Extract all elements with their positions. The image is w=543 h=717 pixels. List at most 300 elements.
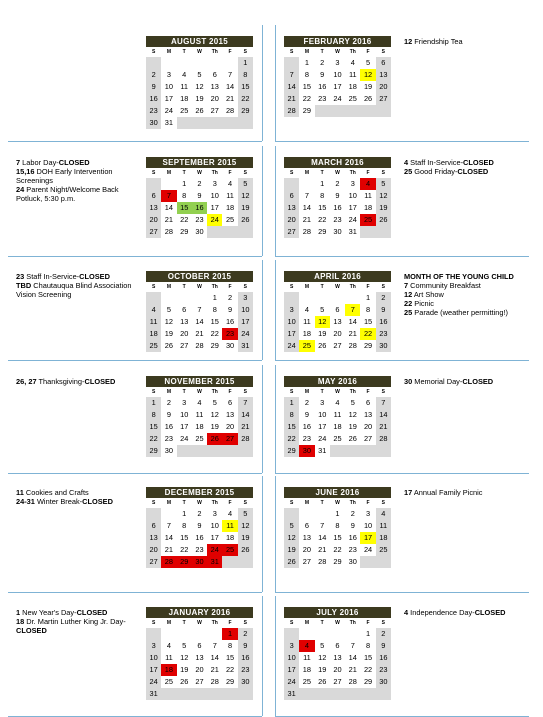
event-date: 24-31 bbox=[16, 497, 35, 506]
day-cell: 17 bbox=[238, 316, 253, 328]
day-cell: 25 bbox=[180, 106, 189, 115]
event-date: 15,16 bbox=[16, 167, 35, 176]
event-note bbox=[404, 608, 532, 617]
weekday-label: S bbox=[376, 498, 391, 508]
weekday-label: T bbox=[177, 498, 192, 508]
day-cell: 8 bbox=[182, 191, 187, 200]
weekday-label: M bbox=[299, 282, 314, 292]
day-cell: 28 bbox=[161, 556, 176, 568]
day-cell: 24 bbox=[363, 545, 373, 554]
day-cell: 19 bbox=[180, 665, 189, 674]
empty-day-cell bbox=[330, 688, 345, 700]
divider bbox=[262, 25, 263, 141]
day-cell: 22 bbox=[360, 328, 375, 340]
day-cell: 15 bbox=[363, 317, 373, 326]
day-cell: 15 bbox=[146, 421, 161, 433]
day-cell: 9 bbox=[228, 305, 233, 314]
day-cell: 29 bbox=[210, 341, 219, 350]
weekday-label: W bbox=[330, 47, 345, 57]
empty-day-cell bbox=[284, 628, 299, 640]
day-cell: 11 bbox=[303, 317, 311, 326]
day-cell: 22 bbox=[180, 215, 189, 224]
event-text: Good Friday- bbox=[412, 167, 458, 176]
empty-day-cell bbox=[192, 688, 207, 700]
empty-day-cell bbox=[284, 508, 299, 520]
weekday-label: T bbox=[177, 168, 192, 178]
day-cell: 11 bbox=[146, 316, 161, 328]
weekday-label: T bbox=[315, 618, 330, 628]
day-cell: 4 bbox=[299, 640, 314, 652]
day-cell: 3 bbox=[320, 398, 325, 407]
day-cell: 21 bbox=[238, 421, 253, 433]
day-cell: 11 bbox=[195, 410, 204, 419]
empty-day-cell bbox=[192, 445, 207, 457]
event-closed: CLOSED bbox=[58, 158, 90, 167]
weekday-label: W bbox=[330, 498, 345, 508]
empty-day-cell bbox=[345, 688, 360, 700]
day-cell: 4 bbox=[350, 58, 355, 67]
day-cell: 1 bbox=[366, 629, 371, 638]
event-note bbox=[16, 377, 138, 386]
day-cell: 20 bbox=[363, 422, 373, 431]
day-cell: 6 bbox=[304, 521, 309, 530]
day-cell: 29 bbox=[363, 341, 373, 350]
month-title: NOVEMBER 2015 bbox=[146, 376, 253, 387]
empty-day-cell bbox=[177, 445, 192, 457]
day-cell: 23 bbox=[333, 215, 342, 224]
day-cell: 13 bbox=[195, 653, 204, 662]
day-cell: 16 bbox=[302, 422, 312, 431]
day-cell: 20 bbox=[195, 665, 204, 674]
left-notes bbox=[16, 608, 138, 635]
empty-day-cell bbox=[315, 688, 330, 700]
weekday-label: T bbox=[315, 498, 330, 508]
day-cell: 26 bbox=[284, 556, 299, 568]
empty-day-cell bbox=[177, 688, 192, 700]
day-cell: 28 bbox=[348, 341, 357, 350]
day-cell: 17 bbox=[146, 664, 161, 676]
day-grid bbox=[284, 57, 391, 117]
weekday-label: S bbox=[284, 168, 299, 178]
day-cell: 19 bbox=[195, 94, 204, 103]
event-note bbox=[404, 290, 532, 299]
weekday-header bbox=[146, 168, 253, 178]
day-cell: 26 bbox=[318, 677, 327, 686]
day-cell: 1 bbox=[146, 397, 161, 409]
empty-day-cell bbox=[222, 226, 237, 238]
day-cell: 1 bbox=[366, 293, 371, 302]
day-cell: 14 bbox=[302, 203, 312, 212]
day-cell: 17 bbox=[210, 533, 219, 542]
empty-day-cell bbox=[177, 292, 192, 304]
empty-day-cell bbox=[192, 628, 207, 640]
left-notes bbox=[16, 377, 138, 386]
day-cell: 17 bbox=[164, 94, 174, 103]
day-cell: 2 bbox=[304, 398, 309, 407]
event-text: Labor Day- bbox=[20, 158, 59, 167]
day-cell: 16 bbox=[195, 533, 204, 542]
day-cell: 29 bbox=[333, 557, 342, 566]
empty-day-cell bbox=[299, 508, 314, 520]
weekday-label: Th bbox=[207, 282, 222, 292]
day-cell: 31 bbox=[348, 227, 357, 236]
day-cell: 9 bbox=[335, 191, 340, 200]
divider bbox=[262, 476, 263, 592]
day-cell: 2 bbox=[376, 628, 391, 640]
day-cell: 17 bbox=[210, 203, 219, 212]
day-cell: 6 bbox=[376, 57, 391, 69]
day-cell: 7 bbox=[345, 304, 360, 316]
day-cell: 24 bbox=[284, 340, 299, 352]
day-cell: 18 bbox=[302, 665, 312, 674]
empty-day-cell bbox=[238, 445, 253, 457]
day-cell: 8 bbox=[182, 521, 187, 530]
event-note bbox=[404, 488, 532, 497]
divider bbox=[275, 473, 529, 474]
weekday-header bbox=[284, 282, 391, 292]
day-cell: 25 bbox=[299, 340, 314, 352]
day-cell: 8 bbox=[284, 409, 299, 421]
day-cell: 17 bbox=[348, 203, 357, 212]
empty-day-cell bbox=[360, 226, 375, 238]
weekday-header bbox=[284, 168, 391, 178]
empty-day-cell bbox=[315, 105, 330, 117]
weekday-label: Th bbox=[345, 387, 360, 397]
divider bbox=[275, 146, 276, 256]
event-note bbox=[404, 158, 532, 167]
empty-day-cell bbox=[222, 688, 237, 700]
day-cell: 14 bbox=[210, 653, 219, 662]
weekday-label: T bbox=[315, 47, 330, 57]
right-notes bbox=[404, 377, 532, 386]
month-title: JULY 2016 bbox=[284, 607, 391, 618]
day-cell: 28 bbox=[238, 433, 253, 445]
event-text: Chautauqua Blind Association Vision Screening bbox=[16, 281, 134, 299]
day-cell: 11 bbox=[180, 82, 189, 91]
empty-day-cell bbox=[146, 508, 161, 520]
day-cell: 17 bbox=[333, 82, 342, 91]
event-note bbox=[404, 281, 532, 290]
day-cell: 12 bbox=[318, 653, 327, 662]
left-notes bbox=[16, 158, 138, 203]
empty-day-cell bbox=[360, 556, 375, 568]
day-cell: 11 bbox=[222, 520, 237, 532]
weekday-header bbox=[146, 498, 253, 508]
day-cell: 10 bbox=[164, 82, 174, 91]
day-cell: 26 bbox=[348, 434, 357, 443]
day-cell: 21 bbox=[210, 665, 219, 674]
event-date: 22 bbox=[404, 299, 413, 308]
divider bbox=[275, 476, 276, 592]
day-cell: 24 bbox=[318, 434, 327, 443]
day-cell: 26 bbox=[238, 544, 253, 556]
day-cell: 31 bbox=[238, 340, 253, 352]
day-cell: 13 bbox=[180, 317, 189, 326]
weekday-label: T bbox=[315, 387, 330, 397]
month-calendar bbox=[146, 607, 253, 700]
event-note bbox=[16, 167, 138, 185]
event-closed: CLOSED bbox=[462, 377, 494, 386]
day-cell: 14 bbox=[318, 533, 327, 542]
day-cell: 12 bbox=[348, 410, 357, 419]
day-cell: 27 bbox=[284, 226, 299, 238]
day-cell: 14 bbox=[348, 317, 357, 326]
month-title: APRIL 2016 bbox=[284, 271, 391, 282]
day-cell: 21 bbox=[348, 329, 357, 338]
day-cell: 22 bbox=[180, 545, 189, 554]
weekday-label: W bbox=[330, 387, 345, 397]
event-note bbox=[16, 488, 138, 497]
day-cell: 4 bbox=[228, 509, 233, 518]
weekday-label: Th bbox=[207, 47, 222, 57]
event-note bbox=[16, 158, 138, 167]
day-cell: 15 bbox=[210, 317, 219, 326]
day-cell: 10 bbox=[284, 316, 299, 328]
day-cell: 15 bbox=[180, 533, 189, 542]
day-cell: 20 bbox=[225, 422, 235, 431]
day-cell: 15 bbox=[225, 653, 235, 662]
divider bbox=[262, 365, 263, 473]
weekday-label: F bbox=[222, 168, 237, 178]
right-notes bbox=[404, 488, 532, 497]
empty-day-cell bbox=[376, 105, 391, 117]
empty-day-cell bbox=[330, 292, 345, 304]
weekday-label: W bbox=[330, 168, 345, 178]
day-cell: 7 bbox=[166, 521, 171, 530]
day-cell: 3 bbox=[166, 70, 171, 79]
day-cell: 26 bbox=[363, 94, 373, 103]
event-closed: MONTH OF THE YOUNG CHILD bbox=[404, 272, 514, 281]
day-cell: 25 bbox=[222, 544, 237, 556]
day-cell: 11 bbox=[376, 520, 391, 532]
event-date: 26, 27 bbox=[16, 377, 37, 386]
day-cell: 27 bbox=[333, 677, 342, 686]
day-cell: 26 bbox=[318, 341, 327, 350]
day-cell: 3 bbox=[238, 292, 253, 304]
day-cell: 23 bbox=[318, 94, 327, 103]
day-cell: 14 bbox=[164, 203, 174, 212]
divider bbox=[275, 256, 529, 257]
day-cell: 14 bbox=[376, 409, 391, 421]
event-note bbox=[404, 377, 532, 386]
divider bbox=[8, 473, 262, 474]
weekday-label: Th bbox=[345, 282, 360, 292]
event-date: 18 bbox=[16, 617, 25, 626]
empty-day-cell bbox=[330, 628, 345, 640]
day-cell: 29 bbox=[302, 106, 312, 115]
weekday-label: S bbox=[238, 168, 253, 178]
day-cell: 2 bbox=[197, 509, 202, 518]
day-cell: 7 bbox=[238, 397, 253, 409]
event-note bbox=[16, 185, 138, 203]
event-text: Parade (weather permitting!) bbox=[412, 308, 508, 317]
day-cell: 23 bbox=[376, 328, 391, 340]
event-text: Staff In-Service- bbox=[408, 158, 464, 167]
day-cell: 2 bbox=[146, 69, 161, 81]
event-text: Independence Day- bbox=[408, 608, 475, 617]
empty-day-cell bbox=[146, 57, 161, 69]
day-cell: 14 bbox=[195, 317, 204, 326]
day-cell: 19 bbox=[164, 329, 174, 338]
day-cell: 22 bbox=[318, 215, 327, 224]
event-text: Art Show bbox=[412, 290, 444, 299]
day-cell: 18 bbox=[180, 94, 189, 103]
day-cell: 29 bbox=[225, 677, 235, 686]
event-note bbox=[404, 308, 532, 317]
day-cell: 4 bbox=[335, 398, 340, 407]
day-cell: 20 bbox=[376, 81, 391, 93]
day-cell: 21 bbox=[376, 421, 391, 433]
event-closed: CLOSED bbox=[82, 497, 113, 506]
day-cell: 25 bbox=[146, 340, 161, 352]
day-cell: 23 bbox=[238, 664, 253, 676]
day-cell: 18 bbox=[225, 533, 235, 542]
day-cell: 4 bbox=[304, 305, 309, 314]
event-closed: CLOSED bbox=[474, 608, 506, 617]
event-note bbox=[16, 608, 138, 617]
empty-day-cell bbox=[207, 57, 222, 69]
day-cell: 7 bbox=[284, 69, 299, 81]
day-cell: 22 bbox=[210, 329, 219, 338]
day-cell: 27 bbox=[180, 341, 189, 350]
divider bbox=[262, 596, 263, 716]
day-cell: 25 bbox=[333, 434, 342, 443]
day-cell: 16 bbox=[164, 422, 174, 431]
empty-day-cell bbox=[207, 117, 222, 129]
day-cell: 19 bbox=[348, 422, 357, 431]
event-date: 4 bbox=[404, 608, 409, 617]
event-closed: CLOSED bbox=[463, 158, 494, 167]
day-cell: 29 bbox=[238, 105, 253, 117]
day-cell: 27 bbox=[146, 226, 161, 238]
event-note bbox=[404, 167, 532, 176]
day-grid bbox=[146, 178, 253, 238]
left-notes bbox=[16, 488, 138, 506]
day-cell: 16 bbox=[238, 652, 253, 664]
weekday-label: W bbox=[330, 618, 345, 628]
day-cell: 2 bbox=[350, 509, 355, 518]
day-cell: 10 bbox=[284, 652, 299, 664]
empty-day-cell bbox=[146, 292, 161, 304]
weekday-label: S bbox=[284, 282, 299, 292]
day-cell: 28 bbox=[225, 106, 235, 115]
weekday-label: S bbox=[146, 47, 161, 57]
divider bbox=[8, 256, 262, 257]
day-cell: 21 bbox=[284, 93, 299, 105]
day-cell: 7 bbox=[197, 305, 202, 314]
event-date: 25 bbox=[404, 167, 413, 176]
event-text: Winter Break- bbox=[34, 497, 83, 506]
day-cell: 5 bbox=[238, 508, 253, 520]
month-title: SEPTEMBER 2015 bbox=[146, 157, 253, 168]
empty-day-cell bbox=[192, 57, 207, 69]
weekday-label: M bbox=[161, 47, 176, 57]
empty-day-cell bbox=[299, 628, 314, 640]
day-cell: 6 bbox=[335, 641, 340, 650]
weekday-label: W bbox=[192, 47, 207, 57]
day-cell: 1 bbox=[335, 509, 340, 518]
empty-day-cell bbox=[360, 688, 375, 700]
day-cell: 15 bbox=[318, 203, 327, 212]
day-cell: 20 bbox=[146, 544, 161, 556]
empty-day-cell bbox=[330, 445, 345, 457]
day-cell: 24 bbox=[164, 106, 174, 115]
day-cell: 11 bbox=[226, 191, 234, 200]
day-cell: 23 bbox=[195, 545, 204, 554]
day-cell: 5 bbox=[166, 305, 171, 314]
weekday-label: M bbox=[161, 498, 176, 508]
day-cell: 2 bbox=[320, 58, 325, 67]
weekday-label: S bbox=[146, 168, 161, 178]
weekday-header bbox=[284, 618, 391, 628]
empty-day-cell bbox=[161, 628, 176, 640]
day-cell: 23 bbox=[146, 105, 161, 117]
day-cell: 8 bbox=[366, 305, 371, 314]
right-notes bbox=[404, 158, 532, 176]
divider bbox=[262, 260, 263, 360]
day-cell: 14 bbox=[238, 409, 253, 421]
day-cell: 20 bbox=[146, 214, 161, 226]
event-date: TBD bbox=[16, 281, 32, 290]
event-closed: CLOSED bbox=[16, 626, 47, 635]
day-cell: 18 bbox=[225, 203, 235, 212]
left-notes bbox=[16, 272, 138, 299]
event-note bbox=[16, 281, 138, 299]
day-cell: 27 bbox=[333, 341, 342, 350]
day-cell: 18 bbox=[363, 203, 373, 212]
day-cell: 22 bbox=[284, 433, 299, 445]
empty-day-cell bbox=[299, 292, 314, 304]
day-cell: 28 bbox=[302, 227, 312, 236]
empty-day-cell bbox=[222, 556, 237, 568]
day-grid bbox=[284, 508, 391, 568]
weekday-header bbox=[146, 282, 253, 292]
month-title: OCTOBER 2015 bbox=[146, 271, 253, 282]
empty-day-cell bbox=[238, 226, 253, 238]
month-calendar bbox=[284, 487, 391, 568]
empty-day-cell bbox=[146, 628, 161, 640]
empty-day-cell bbox=[207, 445, 222, 457]
day-cell: 15 bbox=[284, 421, 299, 433]
event-closed: CLOSED bbox=[76, 608, 108, 617]
empty-day-cell bbox=[360, 105, 375, 117]
day-grid bbox=[146, 508, 253, 568]
day-cell: 30 bbox=[348, 557, 357, 566]
day-cell: 12 bbox=[376, 190, 391, 202]
day-cell: 19 bbox=[210, 422, 219, 431]
divider bbox=[275, 360, 529, 361]
day-cell: 29 bbox=[284, 445, 299, 457]
day-cell: 21 bbox=[225, 94, 235, 103]
divider bbox=[275, 596, 276, 716]
day-cell: 6 bbox=[228, 398, 233, 407]
weekday-label: M bbox=[299, 168, 314, 178]
weekday-label: M bbox=[161, 282, 176, 292]
empty-day-cell bbox=[192, 117, 207, 129]
empty-day-cell bbox=[207, 688, 222, 700]
day-cell: 22 bbox=[363, 665, 373, 674]
day-cell: 16 bbox=[318, 82, 327, 91]
day-cell: 6 bbox=[146, 520, 161, 532]
day-cell: 20 bbox=[284, 214, 299, 226]
divider bbox=[262, 146, 263, 256]
day-cell: 16 bbox=[348, 533, 357, 542]
weekday-label: T bbox=[315, 168, 330, 178]
weekday-header bbox=[146, 47, 253, 57]
event-date: 4 bbox=[404, 158, 409, 167]
day-cell: 22 bbox=[146, 433, 161, 445]
day-cell: 13 bbox=[225, 410, 235, 419]
